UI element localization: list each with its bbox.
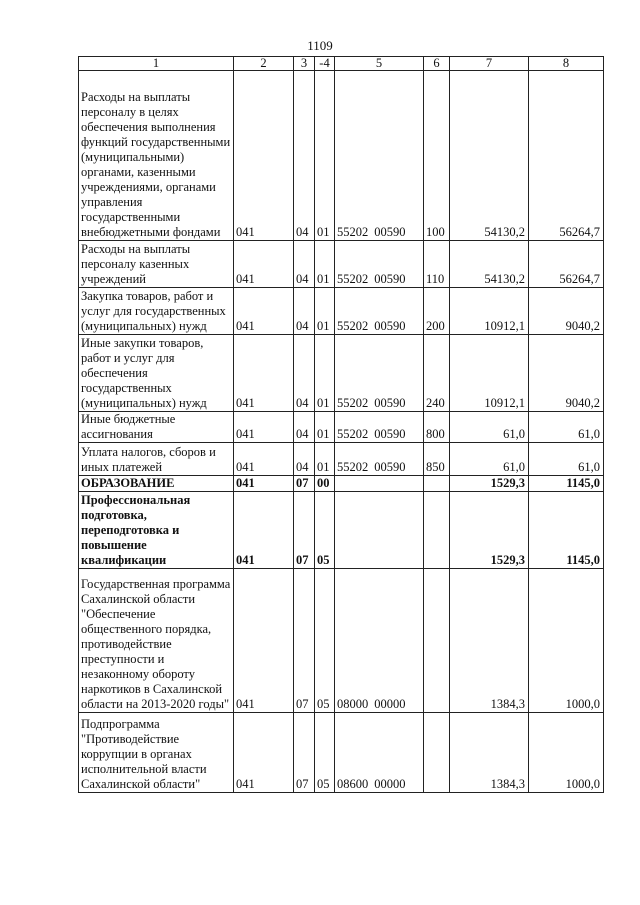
column-header: 6	[424, 57, 450, 71]
column-header: 7	[450, 57, 529, 71]
row-sum-2: 9040,2	[529, 335, 604, 412]
row-name: Расходы на выплаты персоналу в целях обеспечения выполнения функций государственными (муниципальными) органами, казенными учреждениями, органами управления государственными внебюджетными фондами	[79, 71, 234, 241]
row-sum-2: 61,0	[529, 412, 604, 443]
table-row	[79, 412, 604, 443]
table-row	[79, 476, 604, 492]
row-ved: 041	[234, 443, 294, 476]
row-vr: 100	[424, 71, 450, 241]
row-name: Расходы на выплаты персоналу казенных учреждений	[79, 241, 234, 288]
row-sum-2: 1145,0	[529, 492, 604, 569]
row-csr-a: 08000	[337, 697, 369, 711]
table-row	[79, 71, 604, 241]
row-ved: 041	[234, 241, 294, 288]
budget-table	[78, 56, 604, 793]
row-ved: 041	[234, 713, 294, 793]
column-header: 2	[234, 57, 294, 71]
row-name: Иные бюджетные ассигнования	[79, 412, 234, 443]
row-csr	[335, 241, 424, 288]
column-header: 8	[529, 57, 604, 71]
row-csr-b: 00590	[374, 272, 406, 286]
row-vr	[424, 476, 450, 492]
table-row	[79, 569, 604, 713]
row-csr	[335, 71, 424, 241]
row-sum-2: 9040,2	[529, 288, 604, 335]
row-vr: 200	[424, 288, 450, 335]
row-csr	[335, 569, 424, 713]
row-rz: 04	[294, 335, 315, 412]
row-vr	[424, 713, 450, 793]
row-ved: 041	[234, 476, 294, 492]
row-csr-b: 00590	[374, 396, 406, 410]
row-csr	[335, 443, 424, 476]
column-header: 5	[335, 57, 424, 71]
row-csr-b: 00590	[374, 319, 406, 333]
row-sum-2: 1000,0	[529, 569, 604, 713]
row-rz: 07	[294, 713, 315, 793]
row-ved: 041	[234, 335, 294, 412]
row-sum-1: 10912,1	[450, 335, 529, 412]
row-rz: 07	[294, 569, 315, 713]
row-sum-2: 56264,7	[529, 241, 604, 288]
row-csr	[335, 492, 424, 569]
row-sum-1: 1384,3	[450, 713, 529, 793]
row-ved: 041	[234, 569, 294, 713]
row-vr	[424, 492, 450, 569]
row-name: Государственная программа Сахалинской области "Обеспечение общественного порядка, противодействие преступности и незаконному обороту наркотиков в Сахалинской области на 2013-2020 годы"	[79, 569, 234, 713]
row-vr: 800	[424, 412, 450, 443]
row-ved: 041	[234, 492, 294, 569]
row-vr: 850	[424, 443, 450, 476]
row-sum-2: 61,0	[529, 443, 604, 476]
table-row	[79, 335, 604, 412]
row-csr-a: 55202	[337, 319, 369, 333]
row-pr: 01	[315, 288, 335, 335]
row-pr: 05	[315, 713, 335, 793]
row-sum-1: 10912,1	[450, 288, 529, 335]
column-header-row	[79, 57, 604, 71]
row-pr: 01	[315, 335, 335, 412]
row-name: Иные закупки товаров, работ и услуг для обеспечения государственных (муниципальных) нужд	[79, 335, 234, 412]
row-rz: 04	[294, 412, 315, 443]
row-vr: 110	[424, 241, 450, 288]
table-row	[79, 241, 604, 288]
table-row	[79, 713, 604, 793]
row-pr: 01	[315, 241, 335, 288]
row-sum-1: 61,0	[450, 443, 529, 476]
row-pr: 01	[315, 443, 335, 476]
column-header: 3	[294, 57, 315, 71]
table-row	[79, 492, 604, 569]
column-header: -4	[315, 57, 335, 71]
row-rz: 04	[294, 443, 315, 476]
row-sum-2: 1000,0	[529, 713, 604, 793]
row-ved: 041	[234, 288, 294, 335]
row-pr: 01	[315, 412, 335, 443]
table-row	[79, 443, 604, 476]
row-pr: 05	[315, 569, 335, 713]
row-ved: 041	[234, 412, 294, 443]
row-rz: 04	[294, 71, 315, 241]
row-name: Профессиональная подготовка, переподготовка и повышение квалификации	[79, 492, 234, 569]
row-csr-b: 00000	[374, 697, 406, 711]
page-number: 1109	[307, 38, 333, 53]
row-pr: 00	[315, 476, 335, 492]
row-rz: 07	[294, 476, 315, 492]
row-vr	[424, 569, 450, 713]
row-csr	[335, 476, 424, 492]
row-csr-b: 00590	[374, 460, 406, 474]
row-ved: 041	[234, 71, 294, 241]
row-csr-a: 55202	[337, 272, 369, 286]
row-rz: 07	[294, 492, 315, 569]
row-sum-1: 1529,3	[450, 476, 529, 492]
row-sum-1: 1529,3	[450, 492, 529, 569]
row-csr-a: 55202	[337, 396, 369, 410]
row-name: ОБРАЗОВАНИЕ	[79, 476, 234, 492]
row-vr: 240	[424, 335, 450, 412]
row-csr	[335, 412, 424, 443]
row-name: Уплата налогов, сборов и иных платежей	[79, 443, 234, 476]
row-csr-a: 55202	[337, 427, 369, 441]
row-csr	[335, 335, 424, 412]
row-sum-1: 61,0	[450, 412, 529, 443]
row-rz: 04	[294, 241, 315, 288]
row-sum-2: 1145,0	[529, 476, 604, 492]
column-header: 1	[79, 57, 234, 71]
row-name: Подпрограмма "Противодействие коррупции в органах исполнительной власти Сахалинской области"	[79, 713, 234, 793]
row-sum-1: 54130,2	[450, 71, 529, 241]
row-name: Закупка товаров, работ и услуг для государственных (муниципальных) нужд	[79, 288, 234, 335]
row-csr-b: 00590	[374, 427, 406, 441]
row-sum-1: 54130,2	[450, 241, 529, 288]
row-csr-b: 00590	[374, 225, 406, 239]
row-rz: 04	[294, 288, 315, 335]
row-pr: 05	[315, 492, 335, 569]
row-csr	[335, 288, 424, 335]
row-csr-b: 00000	[374, 777, 406, 791]
row-sum-2: 56264,7	[529, 71, 604, 241]
table-row	[79, 288, 604, 335]
row-csr-a: 55202	[337, 225, 369, 239]
row-csr	[335, 713, 424, 793]
row-sum-1: 1384,3	[450, 569, 529, 713]
row-csr-a: 55202	[337, 460, 369, 474]
row-csr-a: 08600	[337, 777, 369, 791]
row-pr: 01	[315, 71, 335, 241]
